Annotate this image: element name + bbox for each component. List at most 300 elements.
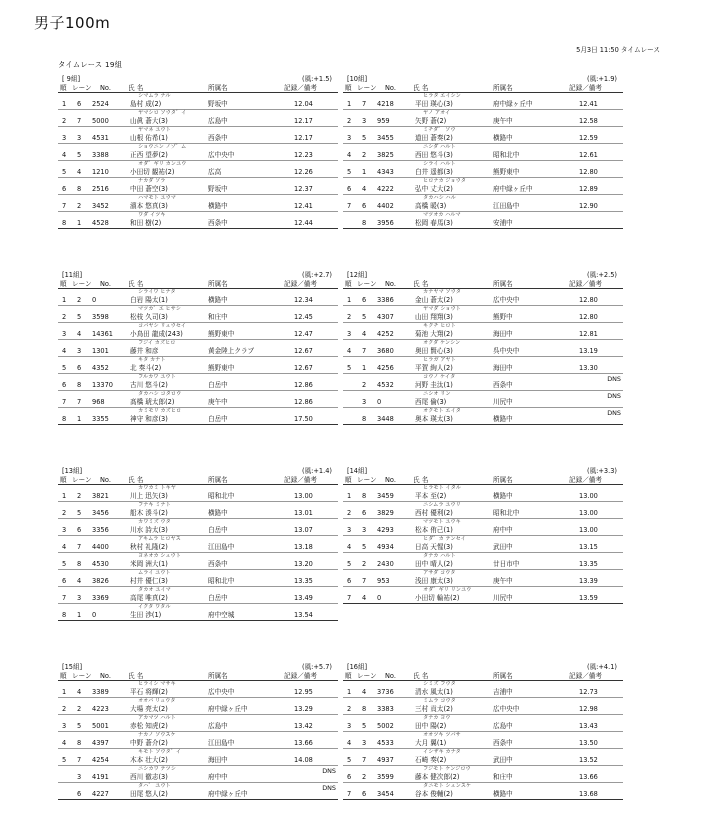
record-time: 13.35	[294, 577, 313, 585]
heat-label: [11組]	[62, 271, 83, 279]
lane-cell: 8	[77, 381, 82, 389]
result-note: DNS	[607, 375, 621, 383]
header-team: 所属名	[208, 476, 228, 484]
table-row	[58, 289, 338, 306]
rank-cell: 4	[347, 739, 352, 747]
record-time: 13.18	[294, 543, 313, 551]
team-name: 西条中	[493, 381, 513, 389]
record-time: 12.26	[294, 168, 313, 176]
name-kana: ヤマネ ユウト	[138, 127, 171, 133]
header-name: 氏 名	[413, 476, 429, 484]
rank-cell: 6	[347, 185, 352, 193]
team-name: 広中央中	[208, 151, 235, 159]
lane-cell: 2	[362, 381, 367, 389]
bib-number: 0	[92, 296, 97, 304]
record-time: 12.34	[294, 296, 313, 304]
team-name: 西条中	[208, 560, 228, 568]
record-time: 14.08	[294, 756, 313, 764]
result-note: DNS	[322, 784, 336, 792]
record-time: 12.04	[294, 100, 313, 108]
name-kana: キモト ソウタ゛イ	[138, 749, 182, 755]
athlete-name: 中田 蒼空(3)	[130, 185, 168, 193]
team-name: 江田島中	[493, 202, 520, 210]
lane-cell: 5	[362, 543, 367, 551]
bib-number: 3389	[92, 688, 109, 696]
rank-cell: 6	[347, 773, 352, 781]
bib-number: 4343	[377, 168, 394, 176]
name-kana: フルカワ ユウト	[138, 374, 176, 380]
team-name: 西条中	[208, 134, 228, 142]
record-time: 12.37	[294, 185, 313, 193]
team-name: 昭和北中	[493, 151, 520, 159]
header-name: 氏 名	[413, 672, 429, 680]
table-row	[343, 749, 623, 766]
athlete-name: 和田 樹(2)	[130, 219, 162, 227]
bib-number: 959	[377, 117, 390, 125]
athlete-name: 石崎 奏(2)	[415, 756, 447, 764]
lane-cell: 2	[77, 202, 82, 210]
record-time: 13.66	[579, 773, 598, 781]
team-name: 昭和北中	[208, 577, 235, 585]
header-lane: レーン	[72, 84, 92, 92]
name-kana: フナキ ミナト	[138, 502, 171, 508]
bib-number: 4400	[92, 543, 109, 551]
lane-cell: 4	[362, 688, 367, 696]
team-name: 白岳中	[208, 415, 228, 423]
bib-number: 4533	[377, 739, 394, 747]
athlete-name: 河野 圭汰(1)	[415, 381, 453, 389]
bib-number: 4227	[92, 790, 109, 798]
bib-number: 3455	[377, 134, 394, 142]
rank-cell: 5	[347, 560, 352, 568]
rank-cell: 1	[347, 100, 352, 108]
athlete-name: 北 奏斗(2)	[130, 364, 162, 372]
lane-cell: 5	[77, 509, 82, 517]
lane-cell: 5	[77, 313, 82, 321]
record-time: 13.00	[579, 492, 598, 500]
athlete-name: 平本 至(2)	[415, 492, 447, 500]
team-name: 川尻中	[493, 594, 513, 602]
bib-number: 4530	[92, 560, 109, 568]
rank-cell: 8	[62, 219, 67, 227]
rank-cell: 2	[347, 313, 352, 321]
table-row	[343, 698, 623, 715]
header-rank: 順	[345, 672, 352, 680]
rank-cell: 7	[62, 398, 67, 406]
team-name: 庚午中	[493, 117, 513, 125]
record-time: 12.89	[579, 185, 598, 193]
name-kana: シライ ハルト	[423, 161, 456, 167]
bib-number: 968	[92, 398, 105, 406]
name-kana: フジイ カズヒロ	[138, 340, 176, 346]
record-time: 12.41	[579, 100, 598, 108]
table-row	[58, 698, 338, 715]
athlete-name: 田尾 悠人(2)	[130, 790, 168, 798]
heat-label: [ 9組]	[62, 75, 81, 83]
rank-cell: 2	[347, 117, 352, 125]
lane-cell: 8	[362, 219, 367, 227]
table-row	[58, 391, 338, 408]
rank-cell: 2	[62, 509, 67, 517]
table-row	[58, 570, 338, 587]
lane-cell: 6	[77, 526, 82, 534]
bib-number: 3598	[92, 313, 109, 321]
header-name: 氏 名	[128, 672, 144, 680]
rank-cell: 3	[62, 526, 67, 534]
record-time: 12.95	[294, 688, 313, 696]
record-time: 13.66	[294, 739, 313, 747]
rank-cell: 3	[62, 722, 67, 730]
name-kana: オオバ リュウタ	[138, 698, 176, 704]
result-note: DNS	[322, 767, 336, 775]
lane-cell: 7	[362, 577, 367, 585]
header-record: 記録／備考	[569, 672, 602, 680]
column-headers	[58, 673, 338, 681]
lane-cell: 7	[77, 543, 82, 551]
name-kana: ヒロナカ ジョウタ	[423, 178, 466, 184]
athlete-name: 平賀 絢人(2)	[415, 364, 453, 372]
athlete-name: 奥田 賢心(3)	[415, 347, 453, 355]
athlete-name: 西尾 倫(3)	[415, 398, 447, 406]
header-no: No.	[385, 84, 396, 92]
lane-cell: 2	[77, 296, 82, 304]
record-time: 12.17	[294, 134, 313, 142]
name-kana: オオツキ ツバサ	[423, 732, 461, 738]
lane-cell: 5	[362, 313, 367, 321]
heat-panel	[343, 272, 623, 425]
athlete-name: 道田 蒼奏(2)	[415, 134, 453, 142]
team-name: 庚午中	[493, 577, 513, 585]
column-headers	[343, 673, 623, 681]
athlete-name: 船木 湊斗(2)	[130, 509, 168, 517]
bib-number: 13370	[92, 381, 113, 389]
rank-cell: 3	[347, 330, 352, 338]
table-row	[343, 195, 623, 212]
athlete-name: 赤松 知虎(2)	[130, 722, 168, 730]
name-kana: ヒラモト イタル	[423, 485, 461, 491]
athlete-name: 村井 優仁(3)	[130, 577, 168, 585]
record-time: 12.45	[294, 313, 313, 321]
name-kana: ミチダ゛ ソウ	[423, 127, 456, 133]
record-time: 13.68	[579, 790, 598, 798]
bib-number: 4531	[92, 134, 109, 142]
table-row	[58, 144, 338, 161]
lane-cell: 3	[77, 134, 82, 142]
table-row	[343, 502, 623, 519]
header-team: 所属名	[493, 84, 513, 92]
table-row	[343, 144, 623, 161]
name-kana: イクタ ワタル	[138, 604, 171, 610]
athlete-name: 川水 詩太(3)	[130, 526, 168, 534]
table-row	[58, 553, 338, 570]
heat-label: [12組]	[347, 271, 368, 279]
wind-reading: (風:+2.7)	[302, 271, 332, 279]
lane-cell: 5	[77, 151, 82, 159]
header-team: 所属名	[493, 476, 513, 484]
table-row	[343, 783, 623, 800]
bib-number: 14361	[92, 330, 113, 338]
bib-number: 4528	[92, 219, 109, 227]
heat-panel	[58, 664, 338, 800]
table-row	[58, 374, 338, 391]
record-time: 13.00	[294, 492, 313, 500]
name-kana: タカハシ コタロウ	[138, 391, 182, 397]
bib-number: 4293	[377, 526, 394, 534]
header-no: No.	[100, 84, 111, 92]
rank-cell: 6	[62, 577, 67, 585]
heat-panel	[58, 76, 338, 229]
rank-cell: 7	[62, 594, 67, 602]
athlete-name: 髙橋 琥太郎(2)	[130, 398, 175, 406]
table-row	[343, 127, 623, 144]
bib-number: 4218	[377, 100, 394, 108]
name-kana: ヤマダ ショウト	[423, 306, 461, 312]
record-time: 12.17	[294, 117, 313, 125]
team-name: 白岳中	[208, 381, 228, 389]
name-kana: タナカ ハルト	[423, 553, 456, 559]
name-kana: マツカ゛エ ヒサシ	[138, 306, 181, 312]
team-name: 府中緑ヶ丘中	[208, 705, 248, 713]
team-name: 広島中	[208, 722, 228, 730]
bib-number: 3821	[92, 492, 109, 500]
table-row	[58, 323, 338, 340]
athlete-name: 中野 蒼介(2)	[130, 739, 168, 747]
record-time: 12.90	[579, 202, 598, 210]
name-kana: イシザキ カナタ	[423, 749, 461, 755]
table-row	[343, 485, 623, 502]
table-row	[343, 519, 623, 536]
header-record: 記録／備考	[284, 84, 317, 92]
table-row	[58, 306, 338, 323]
bib-number: 3680	[377, 347, 394, 355]
column-headers	[58, 281, 338, 289]
team-name: 広島中	[493, 722, 513, 730]
rank-cell: 3	[62, 134, 67, 142]
name-kana: タカハシ ハル	[423, 195, 456, 201]
table-row	[58, 93, 338, 110]
rank-cell: 3	[347, 526, 352, 534]
name-kana: ミムラ コウタ	[423, 698, 456, 704]
name-kana: ヤノ アオイ	[423, 110, 451, 116]
athlete-name: 田中 晴人(2)	[415, 560, 453, 568]
name-kana: タカオ ユイマ	[138, 587, 171, 593]
table-row	[343, 536, 623, 553]
name-kana: ナカダ ソラ	[138, 178, 166, 184]
name-kana: シマムラ ナル	[138, 93, 171, 99]
rank-cell: 4	[62, 739, 67, 747]
bib-number: 1210	[92, 168, 109, 176]
record-time: 13.42	[294, 722, 313, 730]
rank-cell: 7	[347, 790, 352, 798]
athlete-name: 大場 亮太(2)	[130, 705, 168, 713]
lane-cell: 4	[77, 577, 82, 585]
team-name: 川尻中	[493, 398, 513, 406]
name-kana: ムライ ユウト	[138, 570, 171, 576]
header-lane: レーン	[72, 476, 92, 484]
team-name: 西条中	[493, 739, 513, 747]
bib-number: 4254	[92, 756, 109, 764]
bib-number: 3825	[377, 151, 394, 159]
team-name: 府中緑ヶ丘中	[493, 185, 533, 193]
name-kana: タナカ ヨウ	[423, 715, 451, 721]
rank-cell: 5	[62, 756, 67, 764]
athlete-name: 小鳥田 龍成(243)	[130, 330, 183, 338]
bib-number: 4256	[377, 364, 394, 372]
name-kana: アキムラ ヒロヤス	[138, 536, 181, 542]
lane-cell: 8	[362, 705, 367, 713]
rank-cell: 5	[62, 168, 67, 176]
bib-number: 2516	[92, 185, 109, 193]
record-time: 12.80	[579, 168, 598, 176]
athlete-name: 白井 遥都(3)	[415, 168, 453, 176]
rank-cell: 4	[62, 151, 67, 159]
column-headers	[343, 85, 623, 93]
rank-cell: 7	[347, 202, 352, 210]
athlete-name: 谷本 俊輔(2)	[415, 790, 453, 798]
bib-number: 5002	[377, 722, 394, 730]
lane-cell: 1	[77, 219, 82, 227]
page-title: 男子100m	[34, 14, 111, 32]
team-name: 野坂中	[208, 100, 228, 108]
header-rank: 順	[60, 476, 67, 484]
team-name: 安浦中	[493, 219, 513, 227]
name-kana: ヒライシ マサキ	[138, 681, 176, 687]
record-time: 13.35	[579, 560, 598, 568]
lane-cell: 4	[362, 594, 367, 602]
table-row	[343, 408, 623, 425]
rank-cell: 6	[347, 577, 352, 585]
wind-reading: (風:+1.5)	[302, 75, 332, 83]
header-team: 所属名	[493, 672, 513, 680]
header-lane: レーン	[357, 280, 377, 288]
athlete-name: 平田 瑛心(3)	[415, 100, 453, 108]
table-row	[343, 289, 623, 306]
name-kana: ニシオ リン	[423, 391, 451, 397]
record-time: 12.98	[579, 705, 598, 713]
team-name: 黄金陸上クラブ	[208, 347, 255, 355]
lane-cell: 7	[77, 117, 82, 125]
heat-label: [13組]	[62, 467, 83, 475]
lane-cell: 7	[77, 398, 82, 406]
athlete-name: 西田 悠斗(3)	[415, 151, 453, 159]
name-kana: ニシカワ テツシ	[138, 766, 176, 772]
bib-number: 3456	[92, 509, 109, 517]
rank-cell: 2	[62, 705, 67, 713]
table-row	[58, 340, 338, 357]
header-lane: レーン	[357, 672, 377, 680]
name-kana: フジモト ケンジロウ	[423, 766, 471, 772]
table-row	[343, 587, 623, 604]
name-kana: カワミズ ウタ	[138, 519, 171, 525]
athlete-name: 高橋 暖(3)	[415, 202, 447, 210]
team-name: 海田中	[493, 364, 513, 372]
header-rank: 順	[60, 280, 67, 288]
team-name: 熊野東中	[493, 168, 520, 176]
record-time: 12.86	[294, 381, 313, 389]
header-record: 記録／備考	[284, 672, 317, 680]
header-team: 所属名	[208, 84, 228, 92]
bib-number: 4397	[92, 739, 109, 747]
athlete-name: 松枝 久司(3)	[130, 313, 168, 321]
rank-cell: 5	[347, 756, 352, 764]
header-record: 記録／備考	[569, 84, 602, 92]
table-row	[58, 161, 338, 178]
table-row	[58, 715, 338, 732]
name-kana: キクチ ヒロト	[423, 323, 456, 329]
rank-cell: 1	[62, 688, 67, 696]
rank-cell: 8	[62, 611, 67, 619]
athlete-name: 神守 和彦(3)	[130, 415, 168, 423]
bib-number: 5000	[92, 117, 109, 125]
rank-cell: 3	[347, 722, 352, 730]
race-date: 5月3日 11:50 タイムレース	[576, 46, 660, 54]
team-name: 白岳中	[208, 526, 228, 534]
record-time: 12.59	[579, 134, 598, 142]
rank-cell: 4	[62, 543, 67, 551]
record-time: 13.00	[579, 509, 598, 517]
rank-cell: 1	[62, 492, 67, 500]
rank-cell: 5	[62, 364, 67, 372]
header-no: No.	[100, 280, 111, 288]
team-name: 府中中	[208, 773, 228, 781]
header-lane: レーン	[357, 84, 377, 92]
athlete-name: 米岡 洲大(1)	[130, 560, 168, 568]
team-name: 広中央中	[493, 705, 520, 713]
table-row	[343, 306, 623, 323]
athlete-name: 藤井 和彦	[130, 347, 159, 355]
header-record: 記録／備考	[284, 280, 317, 288]
record-time: 13.30	[579, 364, 598, 372]
bib-number: 3454	[377, 790, 394, 798]
table-row	[343, 391, 623, 408]
team-name: 江田島中	[208, 543, 235, 551]
lane-cell: 8	[362, 415, 367, 423]
name-kana: オクダ ケンシン	[423, 340, 461, 346]
record-time: 13.43	[579, 722, 598, 730]
team-name: 和庄中	[493, 773, 513, 781]
rank-cell: 1	[62, 100, 67, 108]
name-kana: ワダ イツキ	[138, 212, 166, 218]
lane-cell: 6	[77, 100, 82, 108]
lane-cell: 1	[77, 415, 82, 423]
team-name: 横路中	[493, 790, 513, 798]
bib-number: 3826	[92, 577, 109, 585]
lane-cell: 3	[77, 594, 82, 602]
header-name: 氏 名	[128, 84, 144, 92]
lane-cell: 8	[77, 560, 82, 568]
rank-cell: 2	[62, 313, 67, 321]
lane-cell: 2	[77, 492, 82, 500]
lane-cell: 8	[77, 185, 82, 193]
table-row	[58, 536, 338, 553]
name-kana: ナカノ ソウスケ	[138, 732, 176, 738]
name-kana: シライワ ヒナタ	[138, 289, 176, 295]
table-row	[343, 212, 623, 229]
lane-cell: 1	[362, 364, 367, 372]
lane-cell: 5	[362, 134, 367, 142]
lane-cell: 3	[362, 526, 367, 534]
wind-reading: (風:+1.9)	[587, 75, 617, 83]
table-row	[58, 604, 338, 621]
team-name: 熊野東中	[208, 330, 235, 338]
athlete-name: 弘中 丈大(2)	[415, 185, 453, 193]
athlete-name: 高尾 唯真(2)	[130, 594, 168, 602]
bib-number: 0	[377, 594, 382, 602]
rank-cell: 5	[62, 560, 67, 568]
wind-reading: (風:+4.1)	[587, 663, 617, 671]
team-name: 呉中央中	[493, 347, 520, 355]
team-name: 広中央中	[208, 688, 235, 696]
